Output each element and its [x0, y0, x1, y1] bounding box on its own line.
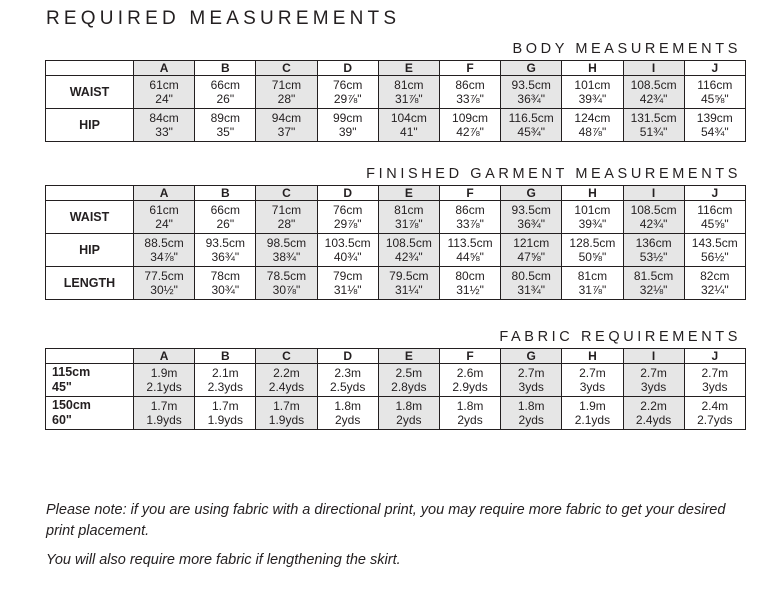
metric-value: 79cm: [332, 269, 363, 283]
metric-value: 76cm: [332, 203, 363, 217]
table-cell: [684, 397, 745, 430]
metric-value: 1.8m: [456, 399, 484, 413]
imperial-value: 36¾": [517, 92, 546, 106]
metric-value: 66cm: [210, 203, 240, 217]
row-label: [46, 364, 134, 397]
metric-value: 2.7m: [701, 366, 729, 380]
table-cell: [439, 201, 500, 234]
metric-value: 93.5cm: [511, 78, 551, 92]
table-cell: [562, 109, 623, 142]
table-cell: [317, 76, 378, 109]
table-cell: [439, 109, 500, 142]
imperial-value: 3yds: [518, 380, 544, 394]
table-cell: [134, 364, 195, 397]
column-header-b: B: [195, 61, 256, 76]
column-header-d: D: [317, 61, 378, 76]
table-cell: [501, 397, 562, 430]
imperial-value: 36¾": [517, 217, 546, 231]
metric-value: 2.6m: [456, 366, 484, 380]
table-cell: [501, 76, 562, 109]
imperial-value: 37": [277, 125, 296, 139]
column-header-c: C: [256, 186, 317, 201]
table-cell: [134, 201, 195, 234]
directional-print-note: Please note: if you are using fabric with a directional print, you may require more fabric to get your desired print placement.: [46, 502, 726, 539]
table-cell: [378, 397, 439, 430]
metric-value: 1.7m: [150, 399, 178, 413]
column-header-g: G: [501, 349, 562, 364]
row-label: [46, 397, 134, 430]
imperial-value: 44⅝": [456, 250, 484, 264]
table-cell: [256, 234, 317, 267]
imperial-value: 2.1yds: [574, 413, 611, 427]
table-cell: [562, 364, 623, 397]
lengthening-note: You will also require more fabric if lengthening the skirt.: [46, 552, 401, 568]
table-cell: [195, 267, 256, 300]
table-cell: [623, 267, 684, 300]
table-cell: [378, 201, 439, 234]
imperial-value: 41": [400, 125, 418, 139]
table-cell: [562, 234, 623, 267]
column-header-e: E: [378, 186, 439, 201]
imperial-value: 28": [277, 92, 296, 106]
imperial-value: 47⅝": [517, 250, 546, 264]
table-cell: [195, 76, 256, 109]
metric-value: 113.5cm: [447, 236, 493, 250]
metric-value: 79.5cm: [389, 269, 429, 283]
metric-value: 1.8m: [395, 399, 423, 413]
imperial-value: 2yds: [518, 413, 544, 427]
column-header-j: J: [684, 186, 745, 201]
table-cell: [501, 201, 562, 234]
imperial-value: 45¾": [517, 125, 546, 139]
column-header-f: F: [439, 349, 500, 364]
imperial-value: 42⅞": [456, 125, 484, 139]
imperial-value: 1.9yds: [207, 413, 243, 427]
metric-value: 108.5cm: [385, 236, 432, 250]
fabric-width-cm: 150cm: [52, 398, 91, 412]
column-header-e: E: [378, 61, 439, 76]
imperial-value: 2.1yds: [146, 380, 182, 394]
metric-value: 98.5cm: [266, 236, 307, 250]
row-label: WAIST: [46, 76, 134, 109]
row-label: HIP: [46, 109, 134, 142]
header-corner-cell: [46, 186, 134, 201]
column-header-i: I: [623, 349, 684, 364]
imperial-value: 32⅛": [639, 283, 668, 297]
table-row: [46, 364, 746, 397]
imperial-value: 29⅞": [333, 217, 362, 231]
imperial-value: 31⅛": [333, 283, 362, 297]
column-header-g: G: [501, 186, 562, 201]
metric-value: 76cm: [332, 78, 363, 92]
column-header-e: E: [378, 349, 439, 364]
metric-value: 104cm: [390, 111, 427, 125]
column-header-f: F: [439, 61, 500, 76]
imperial-value: 3yds: [702, 380, 728, 394]
imperial-value: 56½": [700, 250, 729, 264]
metric-value: 81.5cm: [633, 269, 674, 283]
metric-value: 99cm: [332, 111, 363, 125]
imperial-value: 33": [155, 125, 173, 139]
imperial-value: 2.5yds: [329, 380, 366, 394]
column-header-b: B: [195, 349, 256, 364]
table-cell: [256, 76, 317, 109]
table-cell: [684, 201, 745, 234]
metric-value: 61cm: [149, 203, 179, 217]
finished-garment-title: FINISHED GARMENT MEASUREMENTS: [366, 166, 741, 182]
metric-value: 66cm: [210, 78, 240, 92]
table-header-row: [46, 61, 746, 76]
imperial-value: 53½": [639, 250, 668, 264]
imperial-value: 35": [216, 125, 235, 139]
metric-value: 2.3m: [334, 366, 361, 380]
table-cell: [684, 76, 745, 109]
table-cell: [501, 109, 562, 142]
body-measurements-title: BODY MEASUREMENTS: [512, 41, 741, 57]
column-header-a: A: [134, 349, 195, 364]
imperial-value: 51¾": [639, 125, 668, 139]
table-cell: [317, 397, 378, 430]
fabric-width-in: 60": [52, 413, 72, 427]
imperial-value: 38¾": [272, 250, 301, 264]
metric-value: 2.7m: [640, 366, 667, 380]
imperial-value: 2.8yds: [391, 380, 427, 394]
imperial-value: 30¾": [211, 283, 240, 297]
imperial-value: 40¾": [333, 250, 362, 264]
metric-value: 2.4m: [701, 399, 729, 413]
metric-value: 131.5cm: [630, 111, 677, 125]
column-header-f: F: [439, 186, 500, 201]
column-header-c: C: [256, 61, 317, 76]
metric-value: 94cm: [271, 111, 302, 125]
imperial-value: 24": [155, 217, 173, 231]
table-cell: [256, 109, 317, 142]
table-cell: [378, 267, 439, 300]
imperial-value: 1.9yds: [146, 413, 182, 427]
metric-value: 116.5cm: [508, 111, 554, 125]
metric-value: 2.7m: [579, 366, 606, 380]
imperial-value: 31⅞": [395, 92, 423, 106]
metric-value: 78.5cm: [266, 269, 307, 283]
metric-value: 2.5m: [395, 366, 423, 380]
column-header-a: A: [134, 61, 195, 76]
metric-value: 88.5cm: [144, 236, 184, 250]
table-cell: [439, 234, 500, 267]
metric-value: 2.2m: [273, 366, 300, 380]
table-cell: [317, 109, 378, 142]
imperial-value: 39¾": [578, 217, 607, 231]
table-cell: [623, 109, 684, 142]
metric-value: 116cm: [697, 203, 733, 217]
table-cell: [684, 109, 745, 142]
metric-value: 81cm: [394, 203, 424, 217]
metric-value: 1.7m: [211, 399, 239, 413]
table-cell: [439, 76, 500, 109]
imperial-value: 1.9yds: [268, 413, 305, 427]
column-header-h: H: [562, 61, 623, 76]
table-cell: [623, 76, 684, 109]
imperial-value: 28": [277, 217, 296, 231]
metric-value: 101cm: [574, 203, 611, 217]
table-cell: [439, 364, 500, 397]
imperial-value: 3yds: [579, 380, 606, 394]
column-header-h: H: [562, 349, 623, 364]
imperial-value: 2.3yds: [207, 380, 243, 394]
metric-value: 1.8m: [517, 399, 545, 413]
table-cell: [134, 234, 195, 267]
page-title: REQUIRED MEASUREMENTS: [46, 8, 401, 29]
table-row: [46, 109, 746, 142]
metric-value: 139cm: [696, 111, 733, 125]
table-cell: [195, 234, 256, 267]
table-header-row: [46, 186, 746, 201]
metric-value: 143.5cm: [691, 236, 738, 250]
table-cell: [195, 109, 256, 142]
imperial-value: 2yds: [396, 413, 422, 427]
imperial-value: 48⅞": [578, 125, 607, 139]
table-cell: [684, 267, 745, 300]
metric-value: 108.5cm: [630, 78, 677, 92]
table-cell: [134, 76, 195, 109]
imperial-value: 42¾": [395, 250, 423, 264]
table-cell: [439, 267, 500, 300]
imperial-value: 2.7yds: [697, 413, 733, 427]
imperial-value: 39¾": [578, 92, 607, 106]
row-label: WAIST: [46, 201, 134, 234]
imperial-value: 24": [155, 92, 173, 106]
table-cell: [439, 397, 500, 430]
table-cell: [317, 201, 378, 234]
table-row: [46, 201, 746, 234]
metric-value: 82cm: [700, 269, 730, 283]
imperial-value: 2yds: [334, 413, 361, 427]
table-row: [46, 397, 746, 430]
table-cell: [195, 201, 256, 234]
header-corner-cell: [46, 349, 134, 364]
column-header-j: J: [684, 61, 745, 76]
table-cell: [501, 267, 562, 300]
metric-value: 2.7m: [517, 366, 545, 380]
fabric-requirements-table: [45, 348, 746, 430]
metric-value: 81cm: [394, 78, 424, 92]
table-cell: [134, 397, 195, 430]
imperial-value: 39": [338, 125, 357, 139]
metric-value: 93.5cm: [205, 236, 245, 250]
row-label: HIP: [46, 234, 134, 267]
metric-value: 78cm: [210, 269, 240, 283]
imperial-value: 54¾": [700, 125, 729, 139]
body-measurements-table: [45, 60, 746, 142]
metric-value: 89cm: [210, 111, 240, 125]
metric-value: 103.5cm: [324, 236, 371, 250]
imperial-value: 45⅝": [700, 217, 729, 231]
fabric-width-in: 45": [52, 380, 72, 394]
imperial-value: 30½": [150, 283, 178, 297]
metric-value: 1.7m: [273, 399, 300, 413]
imperial-value: 31⅞": [395, 217, 423, 231]
imperial-value: 33⅞": [456, 217, 484, 231]
imperial-value: 45⅝": [700, 92, 729, 106]
imperial-value: 31½": [456, 283, 484, 297]
column-header-d: D: [317, 349, 378, 364]
metric-value: 124cm: [574, 111, 611, 125]
metric-value: 71cm: [271, 78, 302, 92]
table-cell: [378, 76, 439, 109]
table-row: [46, 76, 746, 109]
metric-value: 81cm: [577, 269, 608, 283]
table-cell: [317, 267, 378, 300]
metric-value: 84cm: [149, 111, 179, 125]
metric-value: 71cm: [271, 203, 302, 217]
metric-value: 1.9m: [579, 399, 606, 413]
fabric-requirements-title: FABRIC REQUIREMENTS: [499, 329, 741, 345]
table-cell: [256, 267, 317, 300]
imperial-value: 42¾": [639, 217, 668, 231]
table-cell: [623, 397, 684, 430]
table-cell: [501, 364, 562, 397]
table-cell: [378, 234, 439, 267]
table-cell: [256, 201, 317, 234]
row-label: LENGTH: [46, 267, 134, 300]
metric-value: 128.5cm: [569, 236, 616, 250]
metric-value: 1.8m: [334, 399, 361, 413]
imperial-value: 2.9yds: [452, 380, 488, 394]
table-header-row: [46, 349, 746, 364]
metric-value: 2.1m: [211, 366, 239, 380]
metric-value: 86cm: [455, 78, 485, 92]
column-header-h: H: [562, 186, 623, 201]
imperial-value: 2.4yds: [635, 413, 672, 427]
imperial-value: 31¼": [395, 283, 423, 297]
table-cell: [378, 364, 439, 397]
metric-value: 101cm: [574, 78, 611, 92]
imperial-value: 30⅞": [272, 283, 301, 297]
table-cell: [623, 364, 684, 397]
column-header-g: G: [501, 61, 562, 76]
metric-value: 109cm: [452, 111, 489, 125]
table-cell: [256, 397, 317, 430]
metric-value: 108.5cm: [630, 203, 677, 217]
table-cell: [562, 267, 623, 300]
imperial-value: 26": [216, 217, 235, 231]
metric-value: 80cm: [455, 269, 485, 283]
metric-value: 93.5cm: [511, 203, 551, 217]
imperial-value: 26": [216, 92, 235, 106]
metric-value: 80.5cm: [511, 269, 551, 283]
imperial-value: 2.4yds: [268, 380, 305, 394]
table-cell: [684, 234, 745, 267]
table-cell: [134, 109, 195, 142]
imperial-value: 36¾": [211, 250, 240, 264]
header-corner-cell: [46, 61, 134, 76]
table-cell: [195, 364, 256, 397]
table-cell: [134, 267, 195, 300]
column-header-j: J: [684, 349, 745, 364]
metric-value: 86cm: [455, 203, 485, 217]
table-cell: [623, 201, 684, 234]
fabric-width-cm: 115cm: [52, 365, 91, 379]
table-cell: [378, 109, 439, 142]
table-cell: [562, 201, 623, 234]
imperial-value: 31⅞": [578, 283, 607, 297]
metric-value: 61cm: [149, 78, 179, 92]
table-cell: [562, 76, 623, 109]
finished-garment-table: [45, 185, 746, 300]
imperial-value: 3yds: [640, 380, 667, 394]
metric-value: 136cm: [635, 236, 672, 250]
table-cell: [562, 397, 623, 430]
column-header-a: A: [134, 186, 195, 201]
imperial-value: 42¾": [639, 92, 668, 106]
imperial-value: 32¼": [700, 283, 729, 297]
table-row: [46, 234, 746, 267]
column-header-i: I: [623, 186, 684, 201]
imperial-value: 50⅝": [578, 250, 607, 264]
table-cell: [317, 234, 378, 267]
table-cell: [623, 234, 684, 267]
imperial-value: 33⅞": [456, 92, 484, 106]
imperial-value: 34⅞": [150, 250, 178, 264]
column-header-i: I: [623, 61, 684, 76]
table-cell: [684, 364, 745, 397]
table-cell: [501, 234, 562, 267]
column-header-c: C: [256, 349, 317, 364]
metric-value: 1.9m: [150, 366, 178, 380]
table-cell: [256, 364, 317, 397]
metric-value: 121cm: [513, 236, 550, 250]
imperial-value: 2yds: [457, 413, 483, 427]
imperial-value: 31¾": [517, 283, 546, 297]
metric-value: 77.5cm: [144, 269, 184, 283]
metric-value: 2.2m: [640, 399, 667, 413]
column-header-b: B: [195, 186, 256, 201]
metric-value: 116cm: [697, 78, 733, 92]
table-row: [46, 267, 746, 300]
imperial-value: 29⅞": [333, 92, 362, 106]
table-cell: [195, 397, 256, 430]
table-cell: [317, 364, 378, 397]
column-header-d: D: [317, 186, 378, 201]
